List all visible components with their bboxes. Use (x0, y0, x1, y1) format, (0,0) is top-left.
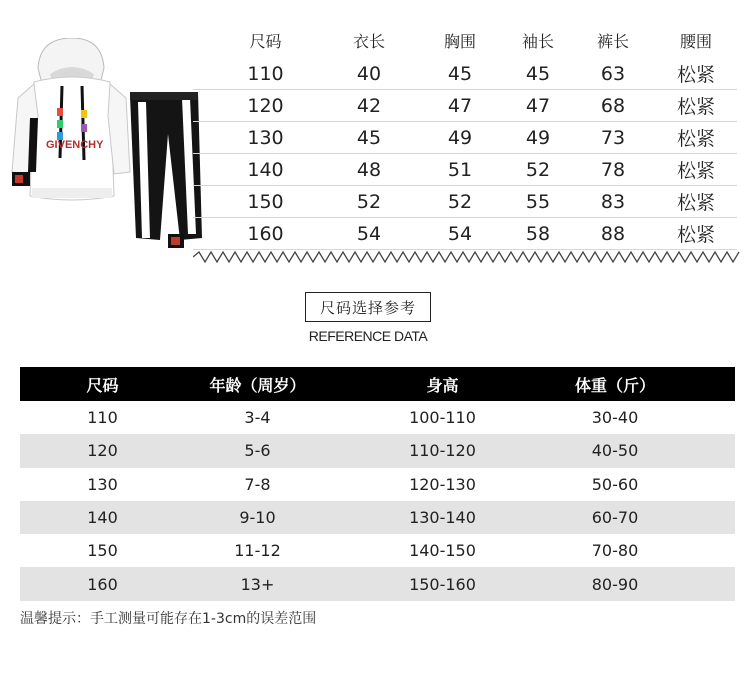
measurement-table (193, 22, 737, 250)
table-cell: 110 (247, 62, 284, 85)
table-cell: 58 (525, 222, 551, 245)
table-row (193, 122, 737, 154)
table-cell: 120 (87, 441, 118, 461)
header-cell: 衣长 (352, 31, 385, 51)
table-cell: 5-6 (244, 441, 271, 461)
table-cell: 160 (87, 574, 118, 594)
table-row (20, 534, 735, 567)
table-cell: 110-120 (409, 441, 476, 461)
table-cell: 30-40 (591, 408, 639, 428)
reference-subtitle: REFERENCE DATA (308, 328, 428, 344)
header-cell: 胸围 (443, 31, 476, 51)
table-cell: 49 (447, 126, 473, 149)
header-cell: 尺码 (249, 31, 282, 51)
size-reference-table (20, 367, 735, 601)
table-cell: 7-8 (244, 474, 271, 494)
table-cell: 63 (600, 62, 626, 85)
table-cell: 80-90 (591, 574, 639, 594)
table-cell: 3-4 (244, 408, 271, 428)
table-cell: 52 (356, 190, 382, 213)
zigzag-divider (193, 249, 740, 263)
header-cell: 袖长 (521, 31, 554, 51)
table-cell: 140 (87, 508, 118, 528)
table-cell: 140-150 (409, 541, 476, 561)
reference-title: 尺码选择参考 (305, 292, 431, 322)
table-cell: 9-10 (239, 508, 276, 528)
table-cell: 45 (447, 62, 473, 85)
table-cell: 松紧 (676, 128, 715, 150)
table-cell: 140 (247, 158, 284, 181)
table-cell: 松紧 (676, 160, 715, 182)
table-cell: 130 (247, 126, 284, 149)
table-cell: 42 (356, 94, 382, 117)
table-cell: 110 (87, 408, 118, 428)
table-cell: 松紧 (676, 224, 715, 246)
table-cell: 150 (247, 190, 284, 213)
table-cell: 83 (600, 190, 626, 213)
table-row (20, 501, 735, 534)
table-row (193, 58, 737, 90)
table-row (20, 401, 735, 434)
table-cell: 47 (447, 94, 473, 117)
table-row (193, 154, 737, 186)
table-cell: 52 (447, 190, 473, 213)
table-cell: 68 (600, 94, 626, 117)
table-cell: 88 (600, 222, 626, 245)
table-cell: 松紧 (676, 96, 715, 118)
table-row (193, 90, 737, 122)
header-cell: 尺码 (86, 375, 119, 395)
table-cell: 松紧 (676, 192, 715, 214)
product-print-text: GIVENCHY (46, 139, 104, 151)
table-cell: 52 (525, 158, 551, 181)
table-cell: 45 (525, 62, 551, 85)
table-cell: 120-130 (409, 474, 476, 494)
table-cell: 11-12 (234, 541, 281, 561)
table-cell: 55 (525, 190, 551, 213)
header-cell: 体重（斤） (574, 375, 655, 395)
table-cell: 45 (356, 126, 382, 149)
table-cell: 松紧 (676, 64, 715, 86)
table-cell: 54 (447, 222, 473, 245)
table-cell: 48 (356, 158, 382, 181)
measurement-note: 温馨提示：手工测量可能存在1-3cm的误差范围 (20, 611, 317, 627)
table-row (193, 186, 737, 218)
product-image (10, 38, 210, 253)
table-cell: 100-110 (409, 408, 476, 428)
size-table-header (20, 367, 735, 401)
table-cell: 78 (600, 158, 626, 181)
table-cell: 73 (600, 126, 626, 149)
table-cell: 13+ (240, 574, 275, 594)
header-cell: 腰围 (679, 31, 712, 51)
table-cell: 47 (525, 94, 551, 117)
table-cell: 50-60 (591, 474, 639, 494)
table-cell: 160 (247, 222, 284, 245)
table-cell: 60-70 (591, 508, 639, 528)
header-cell: 身高 (426, 375, 459, 395)
table-cell: 130 (87, 474, 118, 494)
table-cell: 120 (247, 94, 284, 117)
measurement-table-header (193, 22, 737, 58)
table-cell: 49 (525, 126, 551, 149)
table-row (20, 468, 735, 501)
table-cell: 51 (447, 158, 473, 181)
table-cell: 130-140 (409, 508, 476, 528)
header-cell: 年龄（周岁） (209, 375, 306, 395)
table-cell: 40 (356, 62, 382, 85)
table-cell: 150-160 (409, 574, 476, 594)
table-cell: 70-80 (591, 541, 639, 561)
table-cell: 150 (87, 541, 118, 561)
table-cell: 40-50 (591, 441, 639, 461)
table-cell: 54 (356, 222, 382, 245)
table-row (193, 218, 737, 250)
table-row (20, 434, 735, 467)
table-row (20, 567, 735, 600)
header-cell: 裤长 (596, 31, 629, 51)
